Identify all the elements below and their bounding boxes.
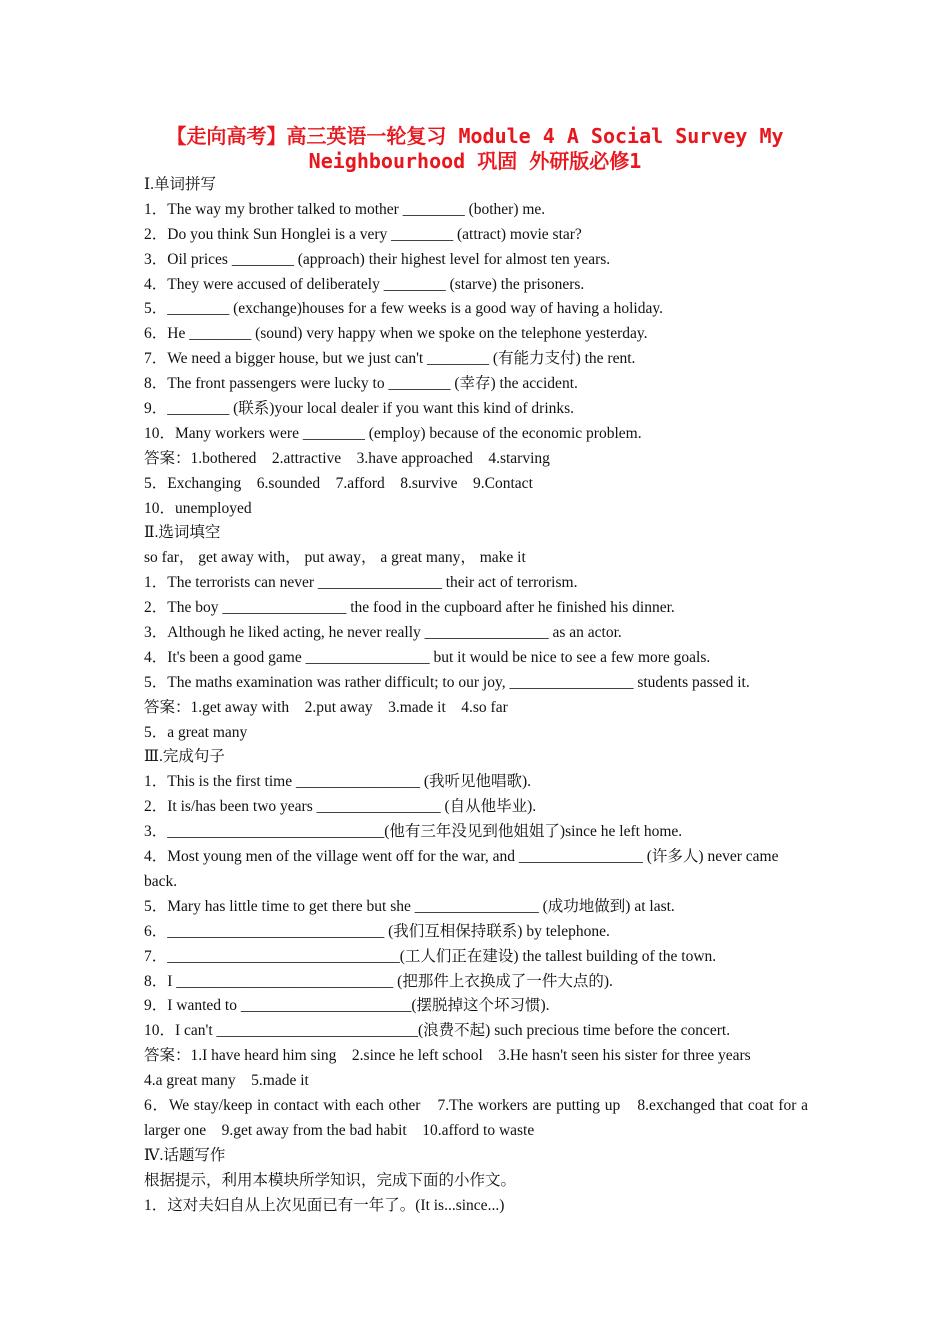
answer-line: 4.a great many 5.made it [144, 1072, 309, 1090]
answer-line: 10．unemployed [144, 499, 252, 517]
exercise-item: 4．It's been a good game ________________ but it would be nice to see a few more goals. [144, 648, 711, 666]
exercise-item: 1．The way my brother talked to mother ________ (bother) me. [144, 200, 546, 218]
answer-line: 6．We stay/keep in contact with each other 7.The workers are putting up 8.exchanged that coat for a larger one 9.get away from the bad habit 10.afford to waste [144, 1096, 808, 1139]
exercise-item: 1．这对夫妇自从上次见面已有一年了。(It is...since...) [144, 1196, 505, 1214]
answer-line: 答案：1.bothered 2.attractive 3.have approached 4.starving [144, 449, 550, 467]
exercise-item: 2．It is/has been two years ________________ (自从他毕业). [144, 798, 537, 816]
exercise-item: 2．Do you think Sun Honglei is a very ________ (attract) movie star? [144, 225, 582, 243]
exercise-item: 7．We need a bigger house, but we just can't ________ (有能力支付) the rent. [144, 350, 636, 368]
exercise-item: 5．________ (exchange)houses for a few weeks is a good way of having a holiday. [144, 300, 663, 318]
word-bank: so far， get away with， put away， a great many， make it [144, 549, 526, 567]
answer-line: 5．Exchanging 6.sounded 7.afford 8.survive 9.Contact [144, 474, 533, 492]
page-title [140, 124, 810, 174]
section-heading-2: Ⅱ.选词填空 [144, 524, 221, 542]
answer-line: 答案：1.get away with 2.put away 3.made it 4.so far [144, 698, 508, 716]
section-heading-4: Ⅳ.话题写作 [144, 1146, 226, 1164]
exercise-item: 7．______________________________(工人们正在建设) the tallest building of the town. [144, 947, 717, 965]
exercise-item: 6．He ________ (sound) very happy when we spoke on the telephone yesterday. [144, 325, 648, 343]
exercise-item: 9．I wanted to ______________________(摆脱掉这个坏习惯). [144, 997, 550, 1015]
exercise-item: 1．The terrorists can never ________________ their act of terrorism. [144, 574, 578, 592]
section-heading-3: Ⅲ.完成句子 [144, 748, 225, 766]
answer-line: 5．a great many [144, 723, 248, 741]
exercise-item: 5．The maths examination was rather difficult; to our joy, ________________ students passed it. [144, 673, 750, 691]
exercise-item: 3．____________________________(他有三年没见到他姐姐了)since he left home. [144, 823, 683, 841]
writing-instruction: 根据提示，利用本模块所学知识，完成下面的小作文。 [144, 1171, 517, 1189]
exercise-item: 6．____________________________ (我们互相保持联系) by telephone. [144, 922, 610, 940]
exercise-item: 10．Many workers were ________ (employ) because of the economic problem. [144, 424, 642, 442]
section-heading-1: Ⅰ.单词拼写 [144, 176, 216, 193]
answer-line: 答案：1.I have heard him sing 2.since he left school 3.He hasn't seen his sister for three years [144, 1047, 751, 1065]
exercise-item: 9．________ (联系)your local dealer if you want this kind of drinks. [144, 400, 575, 418]
title-line-2: Neighbourhood 巩固 外研版必修1 [308, 149, 642, 173]
title-line-1: 【走向高考】高三英语一轮复习 Module 4 A Social Survey My [166, 124, 784, 148]
exercise-item: 4．They were accused of deliberately ________ (starve) the prisoners. [144, 275, 585, 293]
exercise-item: 8．The front passengers were lucky to ________ (幸存) the accident. [144, 375, 578, 393]
exercise-item: 1．This is the first time ________________ (我听见他唱歌). [144, 773, 532, 791]
exercise-item: 2．The boy ________________ the food in the cupboard after he finished his dinner. [144, 599, 675, 617]
exercise-item: 10．I can't __________________________(浪费不起) such precious time before the concert. [144, 1022, 731, 1040]
exercise-item: 4．Most young men of the village went off for the war, and ________________ (许多人) never came back. [144, 848, 779, 890]
exercise-item: 3．Although he liked acting, he never really ________________ as an actor. [144, 624, 622, 642]
document-body [144, 173, 808, 1218]
exercise-item: 8．I ____________________________ (把那件上衣换成了一件大点的). [144, 972, 613, 990]
exercise-item: 5．Mary has little time to get there but she ________________ (成功地做到) at last. [144, 897, 675, 915]
exercise-item: 3．Oil prices ________ (approach) their highest level for almost ten years. [144, 250, 611, 268]
